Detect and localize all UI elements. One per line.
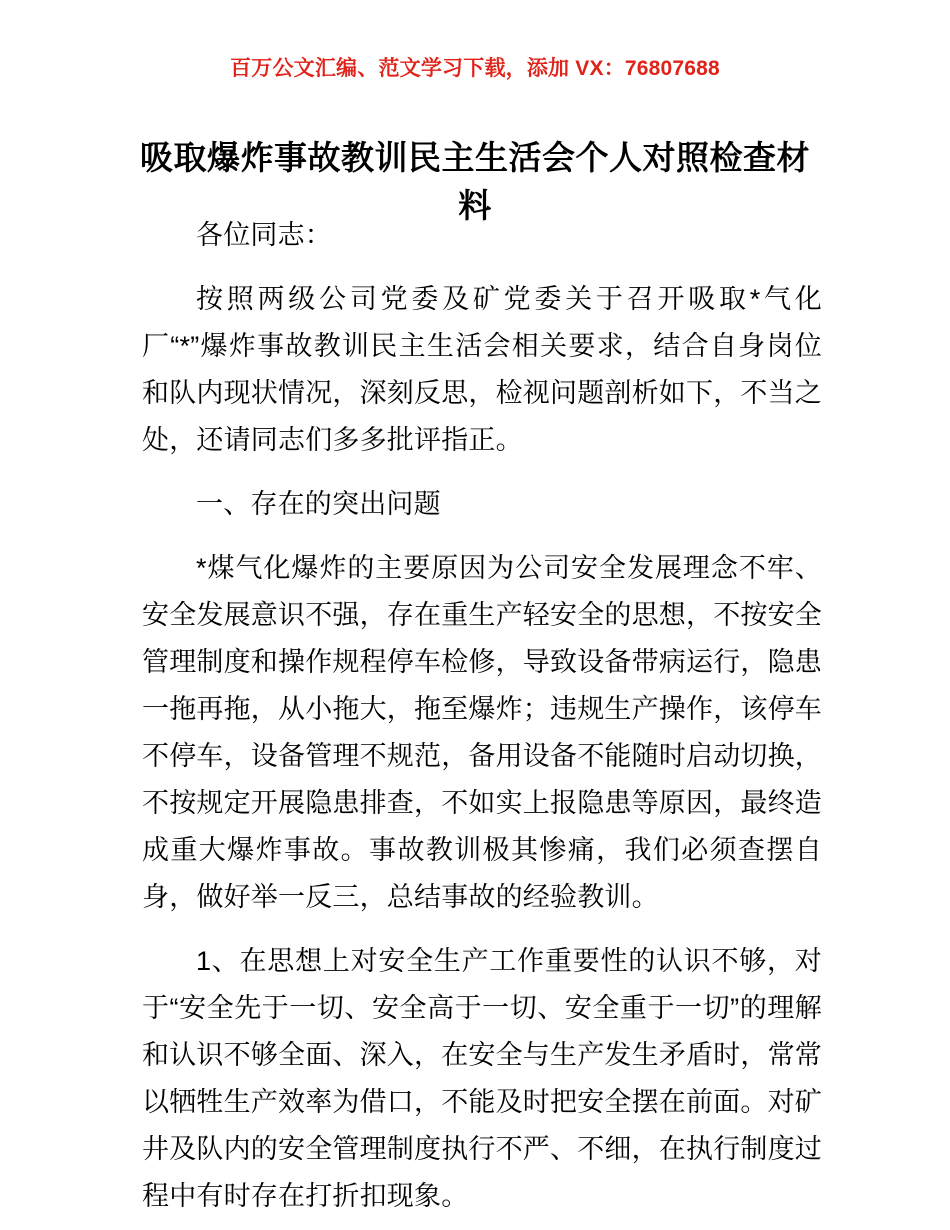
document-body <box>142 212 822 1220</box>
salutation-line: 各位同志： <box>196 220 332 250</box>
paragraph-intro: 按照两级公司党委及矿党委关于召开吸取*气化厂“*”爆炸事故教训民主生活会相关要求，结合自身岗位和队内现状情况，深刻反思，检视问题剖析如下，不当之处，还请同志们多多批评指正。 <box>142 284 822 455</box>
paragraph-accident-causes: *煤气化爆炸的主要原因为公司安全发展理念不牢、安全发展意识不强，存在重生产轻安全的思想，不按安全管理制度和操作规程停车检修，导致设备带病运行，隐患一拖再拖，从小拖大，拖至爆炸；违规生产操作，该停车不停车，设备管理不规范，备用设备不能随时启动切换，不按规定开展隐患排查，不如实上报隐患等原因，最终造成重大爆炸事故。事故教训极其惨痛，我们必须查摆自身，做好举一反三，总结事故的经验教训。 <box>142 553 822 912</box>
paragraph-item-1: 1、在思想上对安全生产工作重要性的认识不够，对于“安全先于一切、安全高于一切、安全重于一切”的理解和认识不够全面、深入，在安全与生产发生矛盾时，常常以牺牲生产效率为借口，不能及时把安全摆在前面。对矿井及队内的安全管理制度执行不严、不细，在执行制度过程中有时存在打折扣现象。 <box>142 946 822 1211</box>
promo-watermark-text: 百万公文汇编、范文学习下载，添加 VX：76807688 <box>230 57 720 80</box>
document-title: 吸取爆炸事故教训民主生活会个人对照检查材料 <box>140 139 810 225</box>
section-heading-one: 一、存在的突出问题 <box>196 489 441 519</box>
